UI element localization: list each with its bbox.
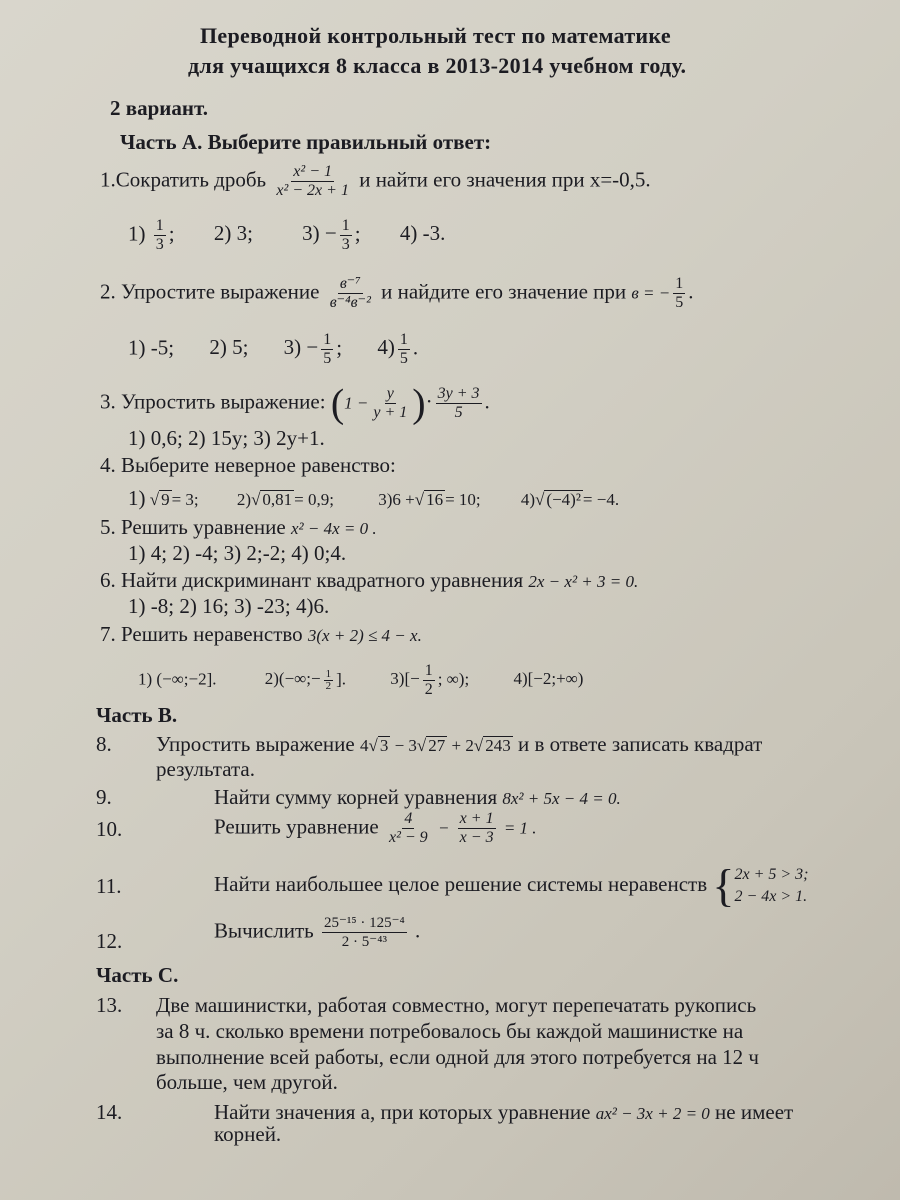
question-1: 1.Сократить дробь $\frac{\text{x² − 1}}{\text{x² − 2x + 1}}$ и найти его значения при x=-0,5. xyxy=(100,163,651,199)
question-13-number: 13. xyxy=(96,993,123,1017)
question-8-number: 8. xyxy=(96,732,112,756)
question-10-number: 10. xyxy=(96,817,123,841)
question-9: Найти сумму корней уравнения 8x² + 5x − 4 = 0. xyxy=(214,785,621,809)
question-14: Найти значения a, при которых уравнение ax² − 3x + 2 = 0 не имеет xyxy=(214,1100,794,1124)
question-8-line-2: результата. xyxy=(156,757,255,781)
question-13-line-4: больше, чем другой. xyxy=(156,1070,338,1094)
question-12-number: 12. xyxy=(96,929,123,953)
question-7: 7. Решить неравенство 3(x + 2) ≤ 4 − x. xyxy=(100,622,422,646)
question-6: 6. Найти дискриминант квадратного уравнения 2x − x² + 3 = 0. xyxy=(100,568,639,592)
q1-fraction: $\frac{\text{x² − 1}}{\text{x² − 2x + 1}}$ xyxy=(276,163,349,199)
question-6-options: 1) -8; 2) 16; 3) -23; 4)6. xyxy=(128,594,330,618)
question-3-options: 1) 0,6; 2) 15y; 3) 2y+1. xyxy=(128,426,325,450)
question-3: 3. Упростить выражение: (1 − $\frac{y}{y + 1}$ )· $\frac{3y + 3}{5}$ . xyxy=(100,380,490,426)
question-5: 5. Решить уравнение x² − 4x = 0 . xyxy=(100,515,377,539)
question-10: Решить уравнение $\frac{4}{\text{x² − 9}}$ − $\frac{x + 1}{x - 3}$ = 1 . xyxy=(214,810,537,846)
question-11: Найти наибольшее целое решение системы неравенств { 2x + 5 > 3; 2 − 4x > 1. xyxy=(214,860,809,911)
q2-fraction: $\frac{\text{в⁻⁷}}{\text{в⁻⁴в⁻²}}$ xyxy=(329,275,371,311)
question-14-line-2: корней. xyxy=(214,1122,282,1146)
question-2-options: 1) -5; 2) 5; 3) − $\frac{1}{5}$ ; 4) $\frac{1}{5}$ . xyxy=(128,331,419,367)
question-9-number: 9. xyxy=(96,785,112,809)
part-c-heading: Часть С. xyxy=(96,963,179,987)
question-13-line-3: выполнение всей работы, если одной для этого потребуется на 12 ч xyxy=(156,1045,759,1069)
question-13-line-1: Две машинистки, работая совместно, могут перепечатать рукопись xyxy=(156,993,757,1017)
question-11-number: 11. xyxy=(96,874,122,898)
question-14-number: 14. xyxy=(96,1100,123,1124)
question-4: 4. Выберите неверное равенство: xyxy=(100,453,396,477)
title-line-2: для учащихся 8 класса в 2013-2014 учебном году. xyxy=(188,53,687,78)
q11-system: 2x + 5 > 3; 2 − 4x > 1. xyxy=(734,866,809,905)
title-line-1: Переводной контрольный тест по математике xyxy=(200,23,671,48)
question-1-options: 1) $\frac{1}{3}$ ; 2) 3; 3) − $\frac{1}{3}$ ; 4) -3. xyxy=(128,217,446,253)
variant-label: 2 вариант. xyxy=(110,96,208,120)
question-7-options: 1) (−∞;−2]. 2)(−∞;− $\frac{1}{2}$ ]. 3)[− $\frac{1}{2}$ ; ∞); 4)[−2;+∞) xyxy=(138,662,584,698)
question-5-options: 1) 4; 2) -4; 3) 2;-2; 4) 0;4. xyxy=(128,541,347,565)
question-8: Упростить выражение 4√ 3 − 3√ 27 + 2√ 243 и в ответе записать квадрат xyxy=(156,732,763,756)
question-2: 2. Упростите выражение $\frac{\text{в⁻⁷}}{\text{в⁻⁴в⁻²}}$ и найдите его значение при в = − $\frac{1}{5}$ . xyxy=(100,275,694,311)
part-b-heading: Часть В. xyxy=(96,703,178,727)
question-12: Вычислить $\frac{\text{25⁻¹⁵ · 125⁻⁴}}{\text{2 · 5⁻⁴³}}$ . xyxy=(214,915,421,950)
part-a-heading: Часть А. Выберите правильный ответ: xyxy=(120,130,492,154)
question-13-line-2: за 8 ч. сколько времени потребовалось бы каждой машинистке на xyxy=(156,1019,744,1043)
question-4-options: 1) √ 9 = 3; 2)√ 0,81 = 0,9; 3)6 +√ 16 = 10; 4)√ (−4)² = −4. xyxy=(128,486,620,510)
